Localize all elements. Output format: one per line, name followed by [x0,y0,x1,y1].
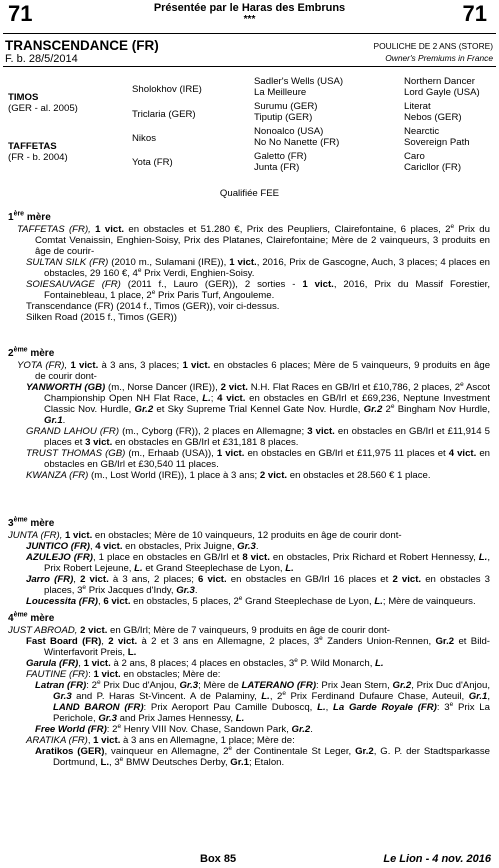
top-rule [3,33,496,34]
pedigree-gen3: Sadler's Wells (USA) [254,76,344,87]
section-heading-2: 2ème mère [8,346,55,359]
pedigree-gen2: Triclaria (GER) [132,109,196,120]
pedigree-gen4: Literat [404,101,431,112]
sire-name: TIMOS [8,92,39,103]
section-heading-1: 1ère mère [8,210,51,223]
horse-name: TRANSCENDANCE (FR) [5,38,159,53]
pedigree-gen2: Sholokhov (IRE) [132,84,202,95]
pedigree-gen4: Caricllor (FR) [404,162,462,173]
section-heading-3: 3ème mère [8,516,55,529]
pedigree-gen3: Nonoalco (USA) [254,126,324,137]
pedigree-gen3: Surumu (GER) [254,101,318,112]
pedigree-gen3: Junta (FR) [254,162,300,173]
dam-name: TAFFETAS [8,141,57,152]
pedigree-gen2: Yota (FR) [132,157,173,168]
pedigree-rule [3,66,496,67]
section-body-2: YOTA (FR), 1 vict. à 3 ans, 3 places; 1 vict. en obstacles 6 places; Mère de 5 vainqueurs, 9 produits en âge de courir dont- YANWORTH (GB) (m., Norse Dancer (IRE)), 2 vict. N.H. Flat Races en GB/Irl et £10,786, 2 places, 2e Ascot Championship Open NH Flat Race, L.; 4 vict. en obstacles en GB/Irl et £69,236, Neptune Investment Classic Nov. Hurdle, Gr.2 et Sky Supreme Trial Kennel Gate Nov. Hurdle, Gr.2 2e Bingham Nov Hurdle, Gr.1. GRAND LAHOU (FR) (m., Cyborg (FR)), 2 places en Allemagne; 3 vict. en obstacles en GB/Irl et £11,914 5 places et 3 vict. en obstacles en GB/Irl et £31,181 8 places. TRUST THOMAS (GB) (m., Erhaab (USA)), 1 vict. en obstacles en GB/Irl et £11,975 11 places et 4 vict. en obstacles en GB/Irl et £30,540 11 places. KWANZA (FR) (m., Lost World (IRE)), 1 place à 3 ans; 2 vict. en obstacles et 28.560 € 1 place. [17,360,491,481]
pedigree-gen4: Northern Dancer [404,76,475,87]
pedigree-gen3: No No Nanette (FR) [254,137,340,148]
pedigree-gen2: Nikos [132,133,156,144]
horse-info: F. b. 28/5/2014 [5,53,78,65]
section-body-4: JUST ABROAD, 2 vict. en GB/Irl; Mère de 7 vainqueurs, 9 produits en âge de courir dont- Fast Board (FR), 2 vict. à 2 et 3 ans en Allemagne, 2 places, 3e Zanders Union-Rennen, Gr.2 et Bild-Winterfavorit Preis, L. Garula (FR), 1 vict. à 2 ans, 8 places; 4 places en obstacles, 3e P. Wild Monarch, L. FAUTINE (FR): 1 vict. en obstacles; Mère de: Latran (FR): 2e Prix Duc d'Anjou, Gr.3; Mère de LATERANO (FR): Prix Jean Stern, Gr.2, Prix Duc d'Anjou, Gr.3 and P. Haras St-Vincent. A de Palaminy, L., 2e Prix Ferdinand Dufaure Chase, Auteuil, Gr.1, LAND BARON (FR): Prix Aeroport Pau Camille Duboscq, L., La Garde Royale (FR): 3e Prix La Perichole, Gr.3 and Prix James Hennessy, L. Free World (FR): 2e Henry VIII Nov. Chase, Sandown Park, Gr.2. ARATIKA (FR), 1 vict. à 3 ans en Allemagne, 1 place; Mère de: Aratikos (GER), vainqueur en Allemagne, 2e der Continentale St Leger, Gr.2, G. P. der Stadtsparkasse Dortmund, L., 3e BMW Deutsches Derby, Gr.1; Etalon. [8,625,491,768]
dam-info: (FR - b. 2004) [8,152,68,163]
pedigree-gen3: Galetto (FR) [254,151,307,162]
sale-info: Le Lion - 4 nov. 2016 [383,853,491,865]
section-body-1: TAFFETAS (FR), 1 vict. en obstacles et 51.280 €, Prix des Peupliers, Clairefontaine, 6 places, 2e Prix du Comtat Venaissin, Enghien-Soisy, Prix des Platanes, Clairefontaine; Mère de 2 vainqueurs, 3 produits en âge de courir- SULTAN SILK (FR) (2010 m., Sulamani (IRE)), 1 vict., 2016, Prix de Gascogne, Auch, 3 places; 4 places en obstacles, 29 160 €, 4e Prix Verdi, Enghien-Soisy. SOIESAUVAGE (FR) (2011 f., Lauro (GER)), 2 sorties - 1 vict., 2016, Prix du Massif Forestier, Fontainebleau, 1 place, 2e Prix Paris Turf, Angouleme. Transcendance (FR) (2014 f., Timos (GER)), voir ci-dessus. Silken Road (2015 f., Timos (GER)) [17,222,490,323]
qualifiee-fee: Qualifiée FEE [219,188,280,199]
pedigree-gen4: Nebos (GER) [404,112,462,123]
section-heading-4: 4ème mère [8,611,55,624]
pedigree-gen4: Nearctic [404,126,440,137]
horse-type: POULICHE DE 2 ANS (STORE) [373,41,493,51]
box-number: Box 85 [200,853,237,865]
lot-number-right: 71 [462,1,487,26]
pedigree-gen4: Sovereign Path [404,137,470,148]
pedigree-gen4: Lord Gayle (USA) [404,87,480,98]
sire-info: (GER - al. 2005) [8,103,78,114]
lot-number-left: 71 [8,1,33,26]
pedigree-gen3: Tiputip (GER) [254,112,313,123]
pedigree-gen4: Caro [404,151,425,162]
section-body-3: JUNTA (FR), 1 vict. en obstacles; Mère de 10 vainqueurs, 12 produits en âge de courir dont- JUNTICO (FR), 4 vict. en obstacles, Prix Juigne, Gr.3. AZULEJO (FR), 1 place en obstacles en GB/Irl et 8 vict. en obstacles, Prix Richard et Robert Hennessy, L., Prix Robert Lejeune, L. et Grand Steeplechase de Lyon, L. Jarro (FR), 2 vict. à 3 ans, 2 places; 6 vict. en obstacles en GB/Irl 16 places et 2 vict. en obstacles 3 places, 3e Prix Jacques d'Indy, Gr.3. Loucessita (FR), 6 vict. en obstacles, 5 places, 2e Grand Steeplechase de Lyon, L.; Mère de vainqueurs. [8,530,490,607]
owner-premiums: Owner's Premiums in France [385,53,493,63]
pedigree-gen3: La Meilleure [254,87,307,98]
presenter-title: Présentée par le Haras des Embruns *** [153,2,346,25]
